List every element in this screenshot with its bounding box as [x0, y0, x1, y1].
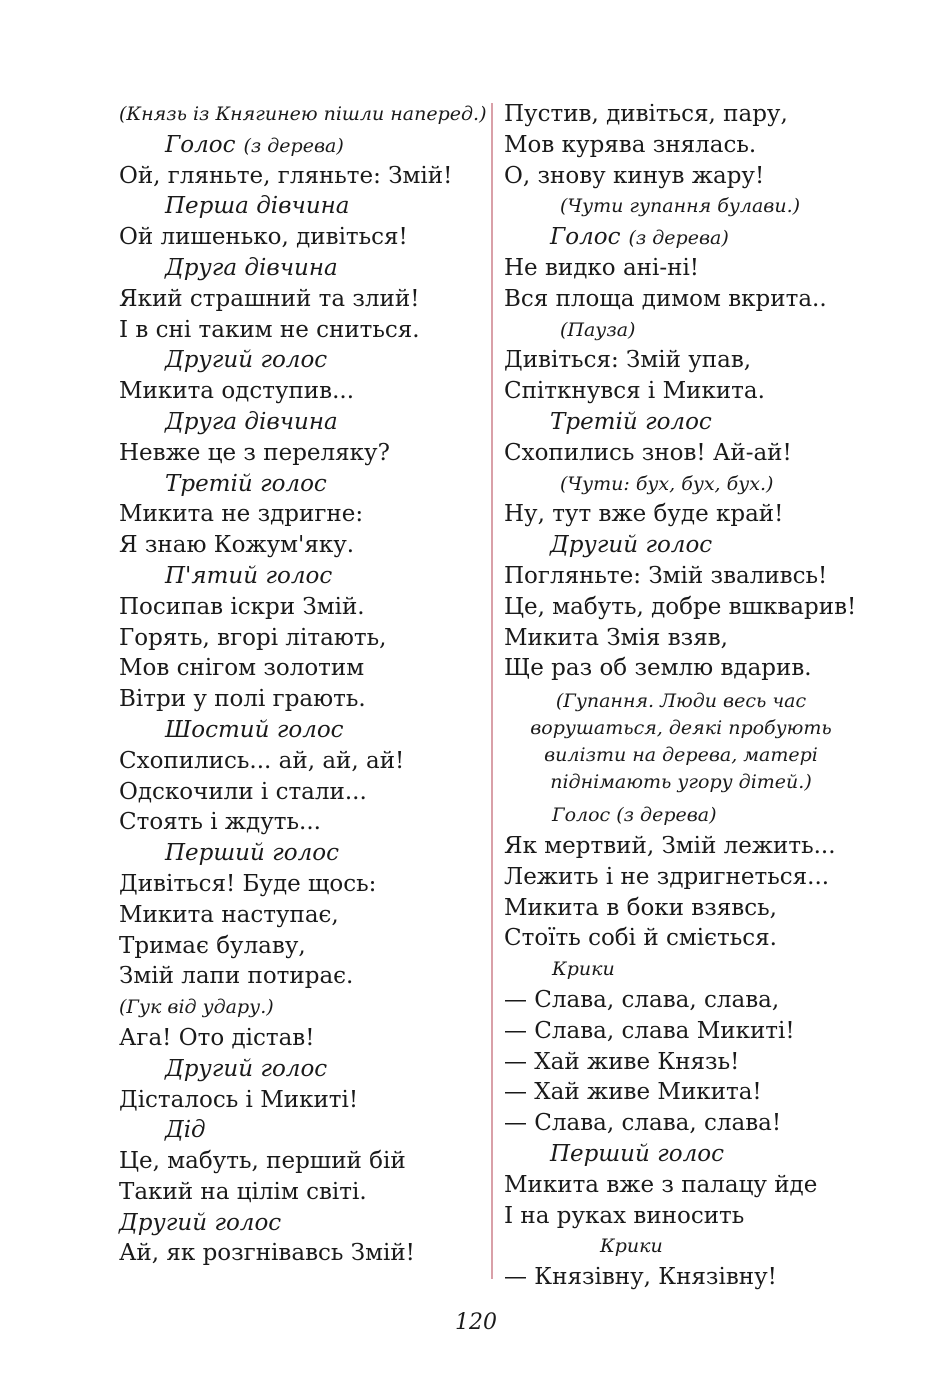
speaker-name: [119, 130, 519, 161]
verse-text: Такий на цілім світі.: [119, 1178, 367, 1205]
verse-text: Микита Змія взяв,: [504, 624, 728, 651]
verse-text: Це, мабуть, добре вшкварив!: [504, 593, 857, 620]
verse-line: [504, 592, 924, 623]
verse-line: [119, 746, 519, 777]
verse-line: [504, 99, 924, 130]
speaker-text: Другий голос: [165, 347, 328, 374]
verse-line: [504, 1170, 924, 1201]
verse-text: Не видко ані-ні!: [504, 254, 700, 281]
verse-text: О, знову кинув жару!: [504, 162, 765, 189]
verse-text: Ага! Ото дістав!: [119, 1024, 315, 1051]
verse-text: Микита наступає,: [119, 901, 339, 928]
verse-line: [504, 253, 924, 284]
verse-text: Горять, вгорі літають,: [119, 624, 387, 651]
verse-text: Схопились... ай, ай, ай!: [119, 747, 405, 774]
verse-text: Дивіться: Змій упав,: [504, 347, 752, 374]
verse-line: [504, 345, 924, 376]
stage-direction-text: (Чути: бух, бух, бух.): [560, 472, 774, 495]
verse-line: [504, 893, 924, 924]
verse-line: [504, 1201, 924, 1232]
verse-line: [119, 1238, 519, 1269]
verse-line: [504, 284, 924, 315]
verse-line: [119, 592, 519, 623]
speaker-name: [504, 954, 924, 985]
verse-text: Ще раз об землю вдарив.: [504, 655, 812, 682]
verse-line: [119, 684, 519, 715]
stage-direction: [119, 992, 519, 1023]
speaker-name: [504, 530, 924, 561]
verse-line: [119, 530, 519, 561]
stage-direction-line: (Гупання. Люди весь час ворушаться, деякі пробують: [530, 690, 832, 740]
speaker-name: [119, 838, 519, 869]
verse-line: [504, 499, 924, 530]
verse-line: [119, 623, 519, 654]
verse-text: Микита не здригне:: [119, 501, 364, 528]
verse-text: — Князівну, Князівну!: [504, 1264, 777, 1291]
right-column: [504, 99, 924, 1293]
verse-line: [119, 1023, 519, 1054]
verse-line: [504, 1077, 924, 1108]
speaker-text: П'ятий голос: [165, 562, 333, 589]
verse-line: [504, 1047, 924, 1078]
speaker-text: Шостий голос: [165, 716, 344, 743]
verse-text: Це, мабуть, перший бій: [119, 1148, 406, 1175]
verse-line: [504, 985, 924, 1016]
verse-line: [504, 1016, 924, 1047]
speaker-name: [504, 1139, 924, 1170]
verse-text: Одскочили і стали...: [119, 778, 367, 805]
speaker-text: Крики: [600, 1235, 663, 1258]
speaker-note: (з дерева): [243, 134, 344, 157]
speaker-name: [119, 1115, 519, 1146]
verse-text: Який страшний та злий!: [119, 285, 420, 312]
verse-text: Погляньте: Змій зваливсь!: [504, 562, 828, 589]
verse-text: Схопились знов! Ай-ай!: [504, 439, 792, 466]
verse-text: І в сні таким не сниться.: [119, 316, 420, 343]
verse-text: Змій лапи потирає.: [119, 963, 354, 990]
verse-line: [119, 376, 519, 407]
verse-line: [119, 1085, 519, 1116]
speaker-text: Голос: [165, 131, 236, 158]
speaker-text: Другий голос: [550, 532, 713, 559]
verse-line: [119, 284, 519, 315]
speaker-text: Голос: [550, 224, 621, 251]
speaker-text: Перший голос: [550, 1140, 724, 1167]
verse-line: [119, 315, 519, 346]
speaker-name: [119, 561, 519, 592]
verse-text: Я знаю Кожум'яку.: [119, 532, 355, 559]
verse-text: Спіткнувся і Микита.: [504, 378, 765, 405]
verse-text: Микита вже з палацу йде: [504, 1171, 818, 1198]
verse-text: Стоять і ждуть...: [119, 809, 321, 836]
stage-direction-text: (Чути гупання булави.): [560, 195, 801, 218]
speaker-name: [119, 715, 519, 746]
speaker-text: Дід: [165, 1117, 206, 1144]
verse-text: Мов снігом золотим: [119, 655, 365, 682]
verse-text: Ай, як розгнівавсь Змій!: [119, 1240, 415, 1267]
stage-direction-line: піднімають угору дітей.): [550, 771, 812, 794]
verse-text: Мов курява знялась.: [504, 131, 757, 158]
verse-text: — Слава, слава Микиті!: [504, 1017, 795, 1044]
verse-text: — Хай живе Микита!: [504, 1079, 762, 1106]
verse-text: Лежить і не здригнеться...: [504, 863, 830, 890]
verse-line: [119, 869, 519, 900]
verse-line: [119, 1177, 519, 1208]
stage-direction-text: (Князь із Княгинею пішли наперед.): [119, 103, 487, 125]
verse-line: [119, 222, 519, 253]
speaker-name: [119, 1054, 519, 1085]
verse-line: [119, 777, 519, 808]
stage-direction: [504, 688, 856, 796]
column-divider: [491, 103, 493, 1279]
verse-line: [119, 438, 519, 469]
speaker-name: [119, 469, 519, 500]
verse-line: [504, 376, 924, 407]
verse-line: [504, 161, 924, 192]
verse-text: — Хай живе Князь!: [504, 1048, 740, 1075]
verse-text: Пустив, дивіться, пару,: [504, 101, 788, 127]
speaker-text: Перший голос: [165, 840, 339, 867]
speaker-note: (з дерева): [628, 227, 729, 250]
verse-line: [119, 807, 519, 838]
verse-line: [504, 653, 924, 684]
speaker-text: Крики: [552, 958, 615, 981]
verse-text: Ой, гляньте, гляньте: Змій!: [119, 162, 453, 189]
verse-line: [119, 900, 519, 931]
stage-direction-text: (Пауза): [560, 318, 636, 341]
verse-text: Дивіться! Буде щось:: [119, 870, 377, 897]
speaker-name: [119, 191, 519, 222]
stage-direction: [504, 191, 924, 222]
verse-text: — Слава, слава, слава!: [504, 1110, 782, 1137]
verse-line: [119, 499, 519, 530]
verse-text: І на руках виносить: [504, 1202, 745, 1229]
speaker-text: Другий голос: [165, 1055, 328, 1082]
speaker-text: Друга дівчина: [165, 408, 338, 435]
speaker-text: Другий голос: [119, 1209, 282, 1236]
verse-line: [504, 438, 924, 469]
verse-line: [119, 961, 519, 992]
speaker-name: [119, 1208, 519, 1239]
verse-line: [504, 862, 924, 893]
speaker-text: Перша дівчина: [165, 193, 350, 220]
stage-direction: [504, 469, 924, 500]
verse-text: Ну, тут вже буде край!: [504, 501, 784, 528]
speaker-name: [504, 222, 924, 253]
speaker-text: Третій голос: [165, 470, 327, 497]
speaker-name: [119, 253, 519, 284]
verse-text: Стоїть собі й сміється.: [504, 925, 777, 952]
verse-line: [504, 923, 924, 954]
stage-direction-line: вилізти на дерева, матері: [544, 744, 818, 767]
verse-text: Посипав іскри Змій.: [119, 593, 365, 620]
verse-line: [119, 1146, 519, 1177]
stage-direction: [119, 99, 519, 130]
speaker-name: [504, 407, 924, 438]
verse-text: Тримає булаву,: [119, 932, 306, 959]
verse-text: Вітри у полі грають.: [119, 686, 366, 713]
verse-text: Дісталось і Микиті!: [119, 1086, 359, 1113]
verse-line: [119, 161, 519, 192]
speaker-text: Друга дівчина: [165, 254, 338, 281]
speaker-name: [119, 345, 519, 376]
verse-line: [504, 831, 924, 862]
verse-text: Микита одступив...: [119, 378, 355, 405]
stage-direction: [504, 315, 924, 346]
verse-line: [504, 561, 924, 592]
verse-line: [504, 1262, 924, 1293]
speaker-text: Голос (з дерева): [552, 804, 717, 827]
speaker-name: [504, 1231, 924, 1262]
speaker-text: Третій голос: [550, 408, 712, 435]
speaker-name: [504, 800, 924, 831]
page-number: 120: [455, 1310, 497, 1335]
verse-text: — Слава, слава, слава,: [504, 986, 780, 1013]
left-column: [119, 99, 519, 1269]
verse-line: [504, 623, 924, 654]
verse-line: [119, 931, 519, 962]
verse-text: Ой лишенько, дивіться!: [119, 224, 408, 251]
verse-line: [119, 653, 519, 684]
verse-text: Микита в боки взявсь,: [504, 894, 777, 921]
speaker-name: [119, 407, 519, 438]
stage-direction-text: (Гук від удару.): [119, 996, 274, 1019]
verse-text: Вся площа димом вкрита..: [504, 285, 827, 312]
verse-line: [504, 1108, 924, 1139]
verse-text: Як мертвий, Змій лежить...: [504, 832, 836, 859]
verse-line: [504, 130, 924, 161]
verse-text: Невже це з переляку?: [119, 439, 390, 466]
